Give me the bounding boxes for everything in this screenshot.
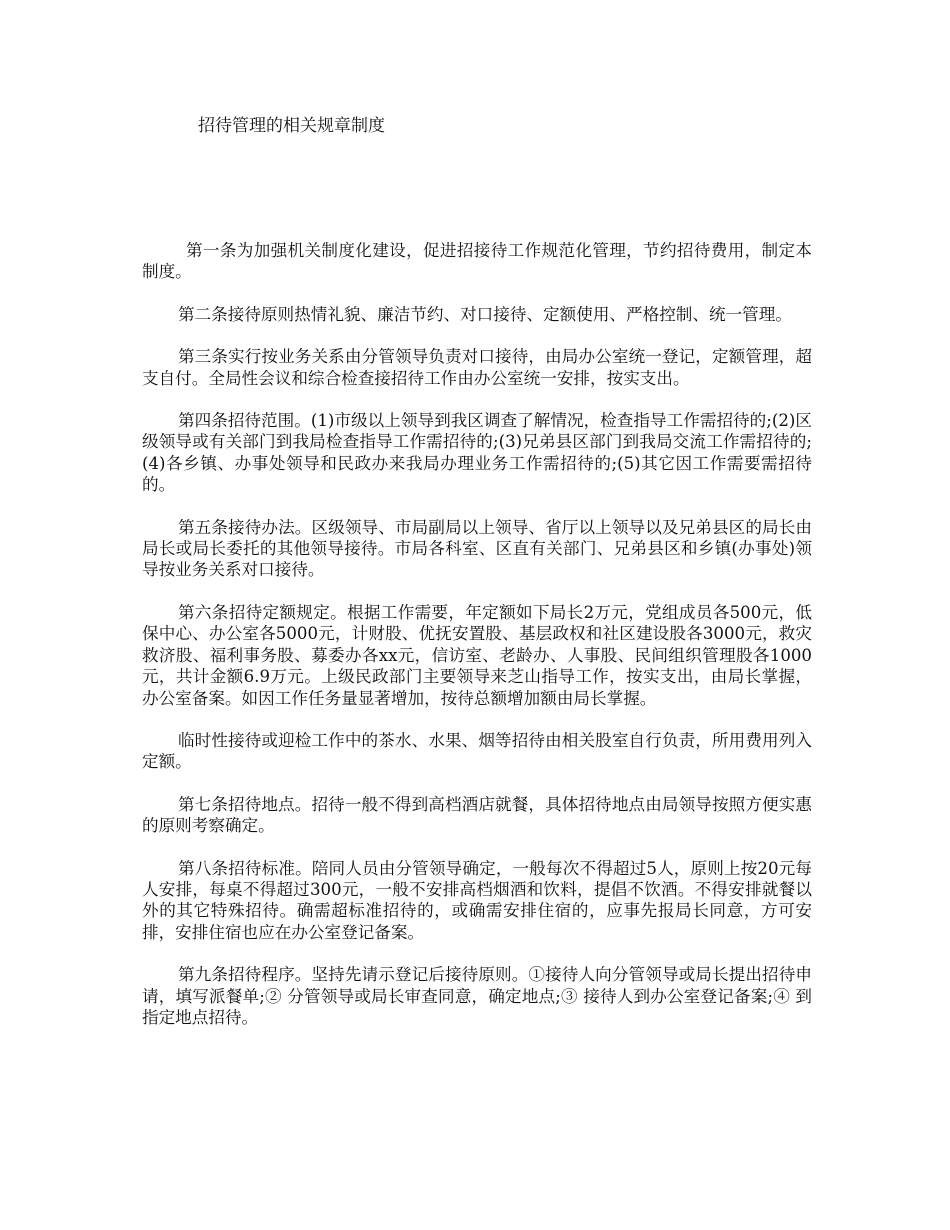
paragraph-temporary-reception: 临时性接待或迎检工作中的茶水、水果、烟等招待由相关股室自行负责，所用费用列入定额。 [142, 730, 812, 772]
paragraph-article-9: 第九条招待程序。坚持先请示登记后接待原则。①接待人向分管领导或局长提出招待申请，填写派餐单;② 分管领导或局长审查同意，确定地点;③ 接待人到办公室登记备案;④ 到指定地点招待。 [142, 965, 812, 1027]
paragraph-article-7: 第七条招待地点。招待一般不得到高档酒店就餐，具体招待地点由局领导按照方便实惠的原则考察确定。 [142, 794, 812, 836]
document-body [142, 240, 812, 1049]
document-title: 招待管理的相关规章制度 [198, 116, 385, 136]
paragraph-article-2: 第二条接待原则热情礼貌、廉洁节约、对口接待、定额使用、严格控制、统一管理。 [178, 304, 792, 324]
paragraph-article-6: 第六条招待定额规定。根据工作需要，年定额如下局长2万元，党组成员各500元，低保中心、办公室各5000元，计财股、优抚安置股、基层政权和社区建设股各3000元，救灾救济股、福利事务股、募委办各xx元，信访室、老龄办、人事股、民间组织管理股各1000元，共计金额6.9万元。上级民政部门主要领导来芝山指导工作，按实支出，由局长掌握，办公室备案。如因工作任务量显著增加，按待总额增加额由局长掌握。 [142, 602, 812, 708]
paragraph-article-3: 第三条实行按业务关系由分管领导负责对口接待，由局办公室统一登记，定额管理，超支自付。全局性会议和综合检查接招待工作由办公室统一安排，按实支出。 [142, 347, 812, 388]
paragraph-article-5: 第五条接待办法。区级领导、市局副局以上领导、省厅以上领导以及兄弟县区的局长由局长或局长委托的其他领导接待。市局各科室、区直有关部门、兄弟县区和乡镇(办事处)领导按业务关系对口接待。 [142, 517, 812, 580]
paragraph-article-4: 第四条招待范围。(1)市级以上领导到我区调查了解情况，检查指导工作需招待的;(2)区级领导或有关部门到我局检查指导工作需招待的;(3)兄弟县区部门到我局交流工作需招待的;(4)各乡镇、办事处领导和民政办来我局办理业务工作需招待的;(5)其它因工作需要需招待的。 [142, 411, 812, 495]
paragraph-article-1: 第一条为加强机关制度化建设，促进招接待工作规范化管理，节约招待费用，制定本制度。 [142, 241, 812, 282]
paragraph-article-8: 第八条招待标准。陪同人员由分管领导确定，一般每次不得超过5人，原则上按20元每人安排，每桌不得超过300元，一般不安排高档烟酒和饮料，提倡不饮酒。不得安排就餐以外的其它特殊招待。确需超标准招待的，或确需安排住宿的，应事先报局长同意，方可安排，安排住宿也应在办公室登记备案。 [142, 858, 812, 942]
